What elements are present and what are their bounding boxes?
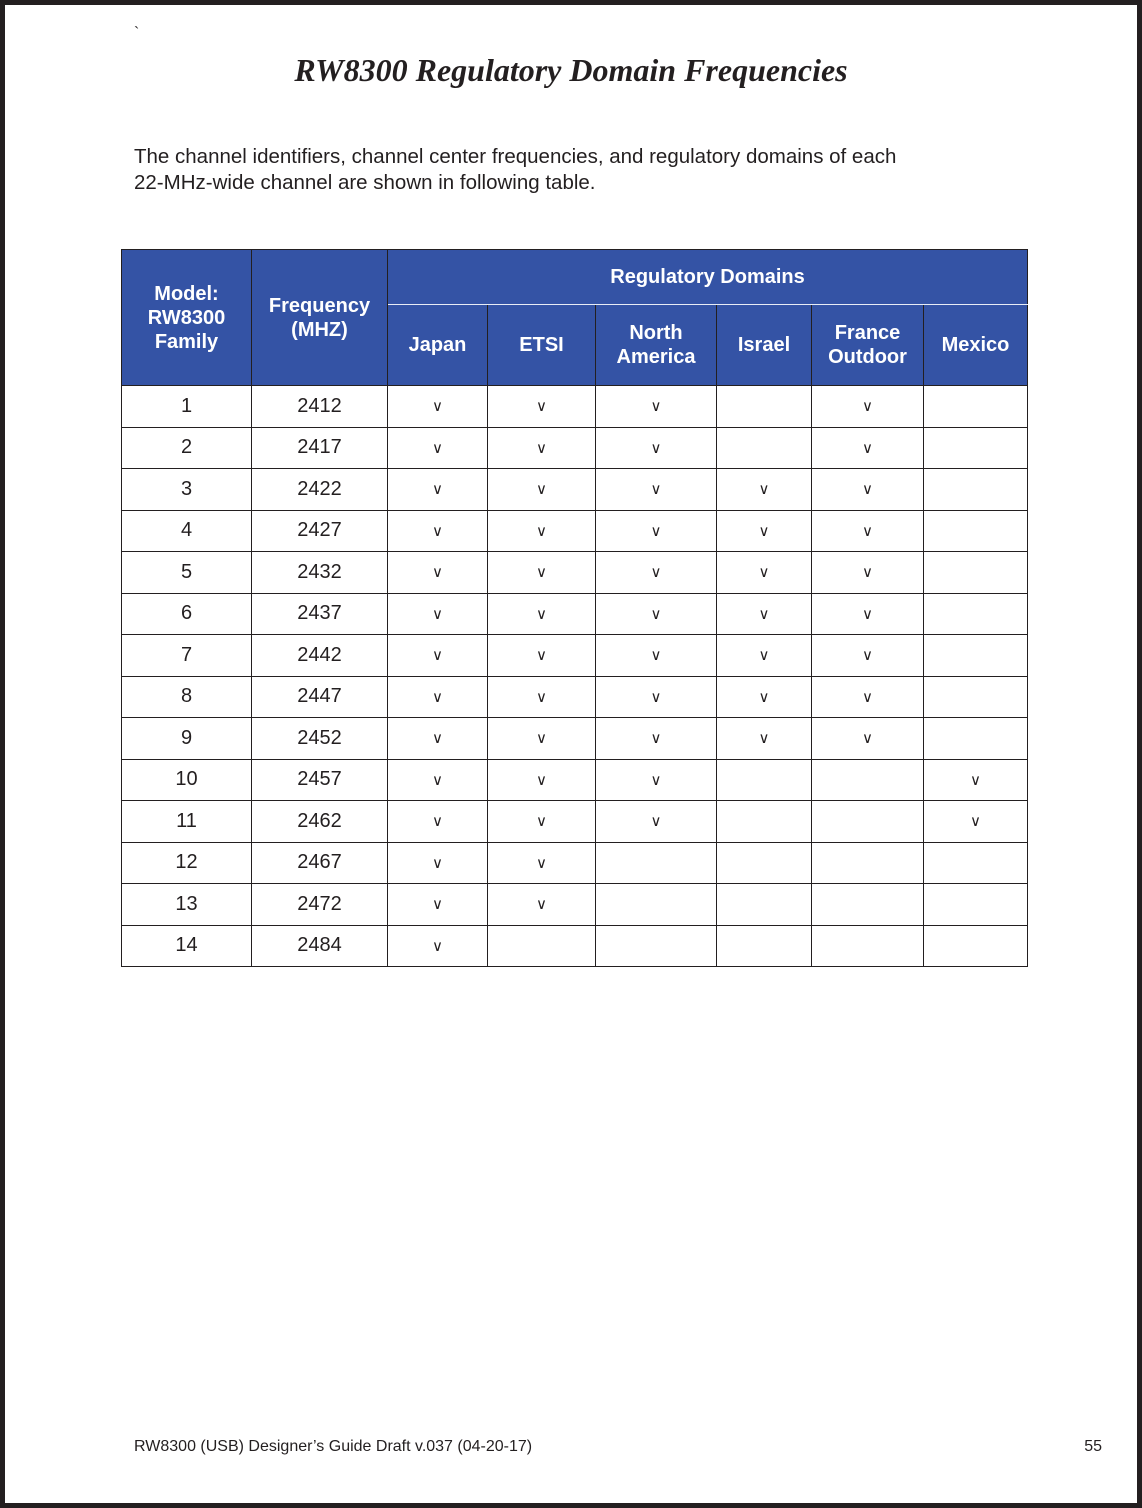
channel-cell: 7 bbox=[122, 635, 252, 677]
frequency-cell: 2447 bbox=[252, 676, 388, 718]
domain-empty-cell bbox=[717, 925, 812, 967]
table-row bbox=[122, 842, 1028, 884]
domain-check-mark: ∨ bbox=[596, 718, 717, 760]
domain-check-mark: ∨ bbox=[488, 842, 596, 884]
header-model-line: Model: bbox=[154, 282, 219, 305]
channel-cell: 4 bbox=[122, 510, 252, 552]
channel-cell: 12 bbox=[122, 842, 252, 884]
frequency-cell: 2442 bbox=[252, 635, 388, 677]
domain-empty-cell bbox=[717, 427, 812, 469]
header-domain-label: Japan bbox=[408, 334, 467, 356]
frequency-cell: 2452 bbox=[252, 718, 388, 760]
domain-check-mark: ∨ bbox=[596, 510, 717, 552]
domain-empty-cell bbox=[924, 386, 1028, 428]
domain-check-mark: ∨ bbox=[596, 386, 717, 428]
domain-empty-cell bbox=[812, 759, 924, 801]
domain-empty-cell bbox=[596, 842, 717, 884]
domain-check-mark: ∨ bbox=[812, 552, 924, 594]
domain-check-mark: ∨ bbox=[488, 386, 596, 428]
header-regulatory-domains: Regulatory Domains bbox=[388, 250, 1028, 305]
domain-check-mark: ∨ bbox=[812, 718, 924, 760]
header-frequency bbox=[252, 250, 388, 386]
table-row bbox=[122, 593, 1028, 635]
domain-empty-cell bbox=[717, 884, 812, 926]
domain-empty-cell bbox=[717, 801, 812, 843]
frequency-cell: 2437 bbox=[252, 593, 388, 635]
header-frequency-line: (MHZ) bbox=[291, 318, 348, 341]
header-domain-north-america bbox=[596, 305, 717, 386]
frequency-cell: 2484 bbox=[252, 925, 388, 967]
header-domain-japan bbox=[388, 305, 488, 386]
domain-empty-cell bbox=[812, 842, 924, 884]
domain-check-mark: ∨ bbox=[488, 884, 596, 926]
domain-empty-cell bbox=[924, 718, 1028, 760]
channel-cell: 11 bbox=[122, 801, 252, 843]
domain-check-mark: ∨ bbox=[388, 925, 488, 967]
header-domain-label: North bbox=[629, 322, 683, 344]
domain-check-mark: ∨ bbox=[717, 510, 812, 552]
domain-check-mark: ∨ bbox=[596, 469, 717, 511]
header-domain-etsi bbox=[488, 305, 596, 386]
domain-empty-cell bbox=[812, 925, 924, 967]
domain-check-mark: ∨ bbox=[388, 386, 488, 428]
domain-check-mark: ∨ bbox=[488, 676, 596, 718]
channel-cell: 1 bbox=[122, 386, 252, 428]
domain-check-mark: ∨ bbox=[388, 552, 488, 594]
domain-empty-cell bbox=[812, 884, 924, 926]
header-domain-label: America bbox=[616, 346, 696, 368]
domain-check-mark: ∨ bbox=[488, 510, 596, 552]
domain-empty-cell bbox=[717, 759, 812, 801]
domain-check-mark: ∨ bbox=[488, 552, 596, 594]
intro-paragraph bbox=[134, 144, 1014, 196]
domain-check-mark: ∨ bbox=[388, 510, 488, 552]
domain-check-mark: ∨ bbox=[596, 552, 717, 594]
domain-check-mark: ∨ bbox=[388, 759, 488, 801]
domain-check-mark: ∨ bbox=[488, 427, 596, 469]
domain-check-mark: ∨ bbox=[924, 801, 1028, 843]
table-row bbox=[122, 427, 1028, 469]
frequency-cell: 2417 bbox=[252, 427, 388, 469]
domain-check-mark: ∨ bbox=[388, 718, 488, 760]
intro-line-2: 22-MHz-wide channel are shown in following table. bbox=[134, 171, 596, 194]
domain-check-mark: ∨ bbox=[812, 469, 924, 511]
frequency-cell: 2412 bbox=[252, 386, 388, 428]
domain-check-mark: ∨ bbox=[388, 635, 488, 677]
domain-check-mark: ∨ bbox=[812, 593, 924, 635]
domain-empty-cell bbox=[924, 635, 1028, 677]
domain-empty-cell bbox=[812, 801, 924, 843]
page-title: RW8300 Regulatory Domain Frequencies bbox=[294, 52, 848, 88]
domain-check-mark: ∨ bbox=[717, 593, 812, 635]
regulatory-domain-table bbox=[121, 249, 1028, 967]
table-row bbox=[122, 469, 1028, 511]
table-row bbox=[122, 552, 1028, 594]
header-domain-label: ETSI bbox=[519, 334, 564, 356]
domain-empty-cell bbox=[596, 884, 717, 926]
domain-check-mark: ∨ bbox=[812, 427, 924, 469]
domain-empty-cell bbox=[488, 925, 596, 967]
table-row bbox=[122, 884, 1028, 926]
domain-check-mark: ∨ bbox=[596, 759, 717, 801]
footer-page-number: 55 bbox=[1084, 1438, 1102, 1455]
domain-check-mark: ∨ bbox=[488, 635, 596, 677]
domain-check-mark: ∨ bbox=[488, 593, 596, 635]
channel-cell: 14 bbox=[122, 925, 252, 967]
domain-check-mark: ∨ bbox=[717, 676, 812, 718]
header-model-line: RW8300 bbox=[147, 306, 226, 329]
domain-check-mark: ∨ bbox=[488, 801, 596, 843]
header-domain-france-outdoor bbox=[812, 305, 924, 386]
channel-cell: 5 bbox=[122, 552, 252, 594]
domain-empty-cell bbox=[924, 552, 1028, 594]
frequency-cell: 2432 bbox=[252, 552, 388, 594]
domain-empty-cell bbox=[924, 593, 1028, 635]
domain-check-mark: ∨ bbox=[596, 593, 717, 635]
channel-cell: 8 bbox=[122, 676, 252, 718]
domain-check-mark: ∨ bbox=[388, 593, 488, 635]
table-row bbox=[122, 386, 1028, 428]
channel-cell: 3 bbox=[122, 469, 252, 511]
domain-check-mark: ∨ bbox=[388, 884, 488, 926]
domain-check-mark: ∨ bbox=[596, 427, 717, 469]
domain-check-mark: ∨ bbox=[812, 386, 924, 428]
frequency-cell: 2457 bbox=[252, 759, 388, 801]
domain-check-mark: ∨ bbox=[488, 469, 596, 511]
domain-check-mark: ∨ bbox=[388, 676, 488, 718]
header-model-line: Family bbox=[154, 330, 219, 353]
domain-check-mark: ∨ bbox=[717, 552, 812, 594]
domain-empty-cell bbox=[596, 925, 717, 967]
domain-check-mark: ∨ bbox=[388, 842, 488, 884]
stray-mark: ` bbox=[134, 25, 140, 42]
domain-check-mark: ∨ bbox=[596, 801, 717, 843]
domain-check-mark: ∨ bbox=[924, 759, 1028, 801]
domain-empty-cell bbox=[924, 676, 1028, 718]
channel-cell: 2 bbox=[122, 427, 252, 469]
domain-check-mark: ∨ bbox=[388, 427, 488, 469]
domain-empty-cell bbox=[924, 842, 1028, 884]
domain-empty-cell bbox=[924, 510, 1028, 552]
header-domain-mexico bbox=[924, 305, 1028, 386]
header-domain-israel bbox=[717, 305, 812, 386]
frequency-cell: 2467 bbox=[252, 842, 388, 884]
domain-check-mark: ∨ bbox=[717, 718, 812, 760]
frequency-cell: 2472 bbox=[252, 884, 388, 926]
header-domain-label: Israel bbox=[737, 334, 791, 356]
intro-line-1: The channel identifiers, channel center frequencies, and regulatory domains of each bbox=[134, 145, 897, 168]
domain-check-mark: ∨ bbox=[596, 635, 717, 677]
domain-empty-cell bbox=[924, 884, 1028, 926]
domain-check-mark: ∨ bbox=[812, 510, 924, 552]
header-domain-label: Outdoor bbox=[828, 346, 907, 368]
domain-check-mark: ∨ bbox=[812, 676, 924, 718]
domain-check-mark: ∨ bbox=[596, 676, 717, 718]
table-row bbox=[122, 635, 1028, 677]
table-row bbox=[122, 759, 1028, 801]
domain-check-mark: ∨ bbox=[717, 635, 812, 677]
domain-check-mark: ∨ bbox=[388, 469, 488, 511]
table-body bbox=[122, 386, 1028, 967]
table-row bbox=[122, 510, 1028, 552]
header-domain-label: France bbox=[834, 322, 901, 344]
header-model bbox=[122, 250, 252, 386]
table-row bbox=[122, 676, 1028, 718]
channel-cell: 13 bbox=[122, 884, 252, 926]
domain-empty-cell bbox=[717, 842, 812, 884]
domain-check-mark: ∨ bbox=[388, 801, 488, 843]
domain-check-mark: ∨ bbox=[812, 635, 924, 677]
channel-cell: 9 bbox=[122, 718, 252, 760]
domain-empty-cell bbox=[717, 386, 812, 428]
domain-empty-cell bbox=[924, 925, 1028, 967]
domain-check-mark: ∨ bbox=[717, 469, 812, 511]
table-row bbox=[122, 718, 1028, 760]
header-frequency-line: Frequency bbox=[268, 294, 371, 317]
domain-check-mark: ∨ bbox=[488, 718, 596, 760]
frequency-cell: 2422 bbox=[252, 469, 388, 511]
channel-cell: 6 bbox=[122, 593, 252, 635]
footer-document-name: RW8300 (USB) Designer’s Guide Draft v.037 (04-20-17) bbox=[134, 1438, 533, 1455]
frequency-cell: 2427 bbox=[252, 510, 388, 552]
table-row bbox=[122, 801, 1028, 843]
domain-empty-cell bbox=[924, 469, 1028, 511]
channel-cell: 10 bbox=[122, 759, 252, 801]
table-row bbox=[122, 925, 1028, 967]
frequency-cell: 2462 bbox=[252, 801, 388, 843]
domain-empty-cell bbox=[924, 427, 1028, 469]
header-domain-label: Mexico bbox=[941, 334, 1010, 356]
domain-check-mark: ∨ bbox=[488, 759, 596, 801]
